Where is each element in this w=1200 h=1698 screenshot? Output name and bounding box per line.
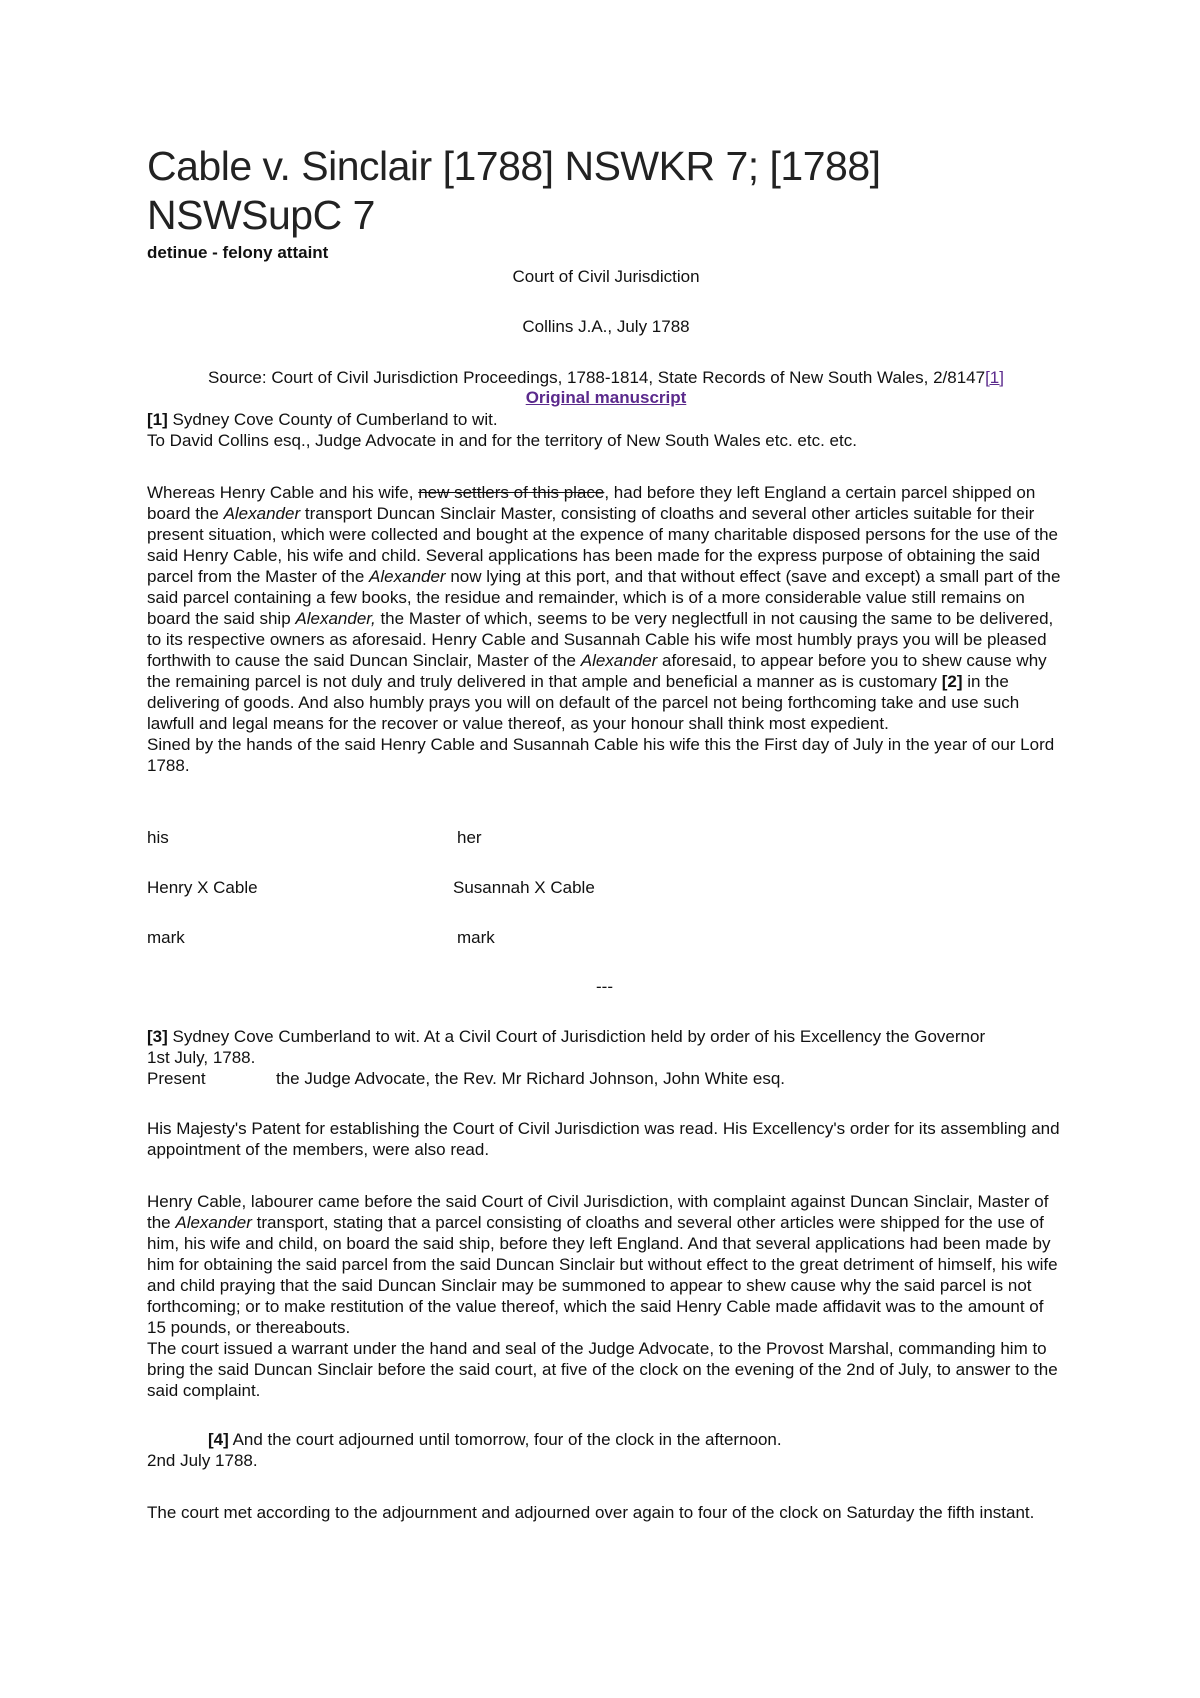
footnote-link-1[interactable]: [1] (985, 368, 1004, 387)
complaint-text: Henry Cable, labourer came before the said Court of Civil Jurisdiction, with complaint against Duncan Sinclair, Master of the (147, 1192, 1049, 1232)
signature-right-top: her (457, 828, 482, 847)
signed-line: Sined by the hands of the said Henry Cable and Susannah Cable his wife this the First day of July in the year of our Lord 1788. (147, 735, 1055, 775)
manuscript-line (147, 388, 1065, 408)
petition-line-1: Sydney Cove County of Cumberland to wit. (167, 410, 498, 429)
present-text: the Judge Advocate, the Rev. Mr Richard Johnson, John White esq. (276, 1069, 786, 1088)
struck-text: new settlers of this place (418, 483, 605, 502)
paragraph-marker-4: [4] (208, 1430, 229, 1449)
petition-text: , had before they left England a certain parcel shipped on board the (147, 483, 1036, 523)
paragraph-marker-2: [2] (941, 672, 963, 691)
source-line (147, 368, 1065, 388)
paragraph-marker-3: [3] (147, 1027, 168, 1046)
petition-text: in the delivering of goods. And also humbly prays you will on default of the parcel not being forthcoming take and use such lawfull and legal means for the recover or value thereof, as your honour shall think most expedient. (147, 672, 1020, 733)
proceedings-date-2: 2nd July 1788. (147, 1451, 258, 1470)
court-met-paragraph: The court met according to the adjournment and adjourned over again to four of the clock on Saturday the fifth instant. (147, 1503, 1035, 1522)
petition-body (147, 482, 1065, 776)
signature-right-name: Susannah X Cable (453, 878, 595, 897)
section-separator: --- (596, 977, 613, 996)
petition-line-2: To David Collins esq., Judge Advocate in and for the territory of New South Wales etc. etc. etc. (147, 431, 857, 450)
source-text: Source: Court of Civil Jurisdiction Proceedings, 1788-1814, State Records of New South Wales, 2/8147 (208, 368, 986, 387)
complaint-paragraph (147, 1191, 1065, 1401)
complaint-text: transport, stating that a parcel consisting of cloaths and several other articles were shipped for the use of him, his wife and child, on board the said ship, before they left England. And that several applications had been made by him for obtaining the said parcel from the said Duncan Sinclair but without effect to the great detriment of himself, his wife and child praying that the said Duncan Sinclair may be summoned to appear to shew cause why the said parcel is not forthcoming; or to make restitution of the value thereof, which the said Henry Cable made affidavit was to the amount of 15 pounds, or thereabouts. (147, 1213, 1058, 1337)
petition-text: Whereas Henry Cable and his wife, (147, 483, 419, 502)
proceedings-line-1: Sydney Cove Cumberland to wit. At a Civil Court of Jurisdiction held by order of his Excellency the Governor (167, 1027, 986, 1046)
paragraph-marker-1: [1] (147, 410, 168, 429)
patent-paragraph: His Majesty's Patent for establishing the Court of Civil Jurisdiction was read. His Excellency's order for its assembling and appointment of the members, were also read. (147, 1119, 1060, 1159)
present-label: Present (147, 1069, 206, 1088)
ship-name: Alexander (175, 1213, 252, 1232)
signature-right-bottom: mark (457, 928, 495, 947)
petition-text: aforesaid, to appear before you to shew cause why the remaining parcel is not duly and truly delivered in that ample and beneficial a manner as is customary (147, 651, 1047, 691)
petition-text: now lying at this port, and that without effect (save and except) a small part of the said parcel containing a few books, the residue and remainder, which is of a more considerable value still remains on board the said ship (147, 567, 1061, 628)
proceedings-date-1: 1st July, 1788. (147, 1048, 256, 1067)
original-manuscript-link[interactable]: Original manuscript (525, 388, 687, 407)
signature-left-top: his (147, 828, 169, 847)
ship-name: Alexander (223, 504, 301, 523)
subtitle: detinue - felony attaint (147, 243, 329, 262)
signature-left-name: Henry X Cable (147, 878, 258, 897)
petition-header (147, 409, 1065, 451)
court-name: Court of Civil Jurisdiction (512, 267, 700, 286)
ship-name: Alexander, (295, 609, 376, 628)
adjourn-text: And the court adjourned until tomorrow, four of the clock in the afternoon. (228, 1430, 782, 1449)
signature-left-bottom: mark (147, 928, 185, 947)
ship-name: Alexander (580, 651, 658, 670)
petition-text: the Master of which, seems to be very neglectfull in not causing the same to be delivered, to its respective owners as aforesaid. Henry Cable and Susannah Cable his wife most humbly prays you will be pleased forthwith to cause the said Duncan Sinclair, Master of the (147, 609, 1054, 670)
warrant-text: The court issued a warrant under the hand and seal of the Judge Advocate, to the Provost Marshal, commanding him to bring the said Duncan Sinclair before the said court, at five of the clock on the evening of the 2nd of July, to answer to the said complaint. (147, 1339, 1058, 1400)
page-title: Cable v. Sinclair [1788] NSWKR 7; [1788] NSWSupC 7 (147, 143, 881, 238)
adjourn-paragraph (147, 1429, 1065, 1471)
judge-date: Collins J.A., July 1788 (522, 317, 690, 336)
ship-name: Alexander (369, 567, 446, 586)
proceedings-header (147, 1026, 1065, 1089)
petition-text: transport Duncan Sinclair Master, consisting of cloaths and several other articles suitable for their present situation, which were collected and bought at the expence of many charitable disposed persons for the use of the said Henry Cable, his wife and child. Several applications has been made for the express purpose of obtaining the said parcel from the Master of the (147, 504, 1059, 586)
